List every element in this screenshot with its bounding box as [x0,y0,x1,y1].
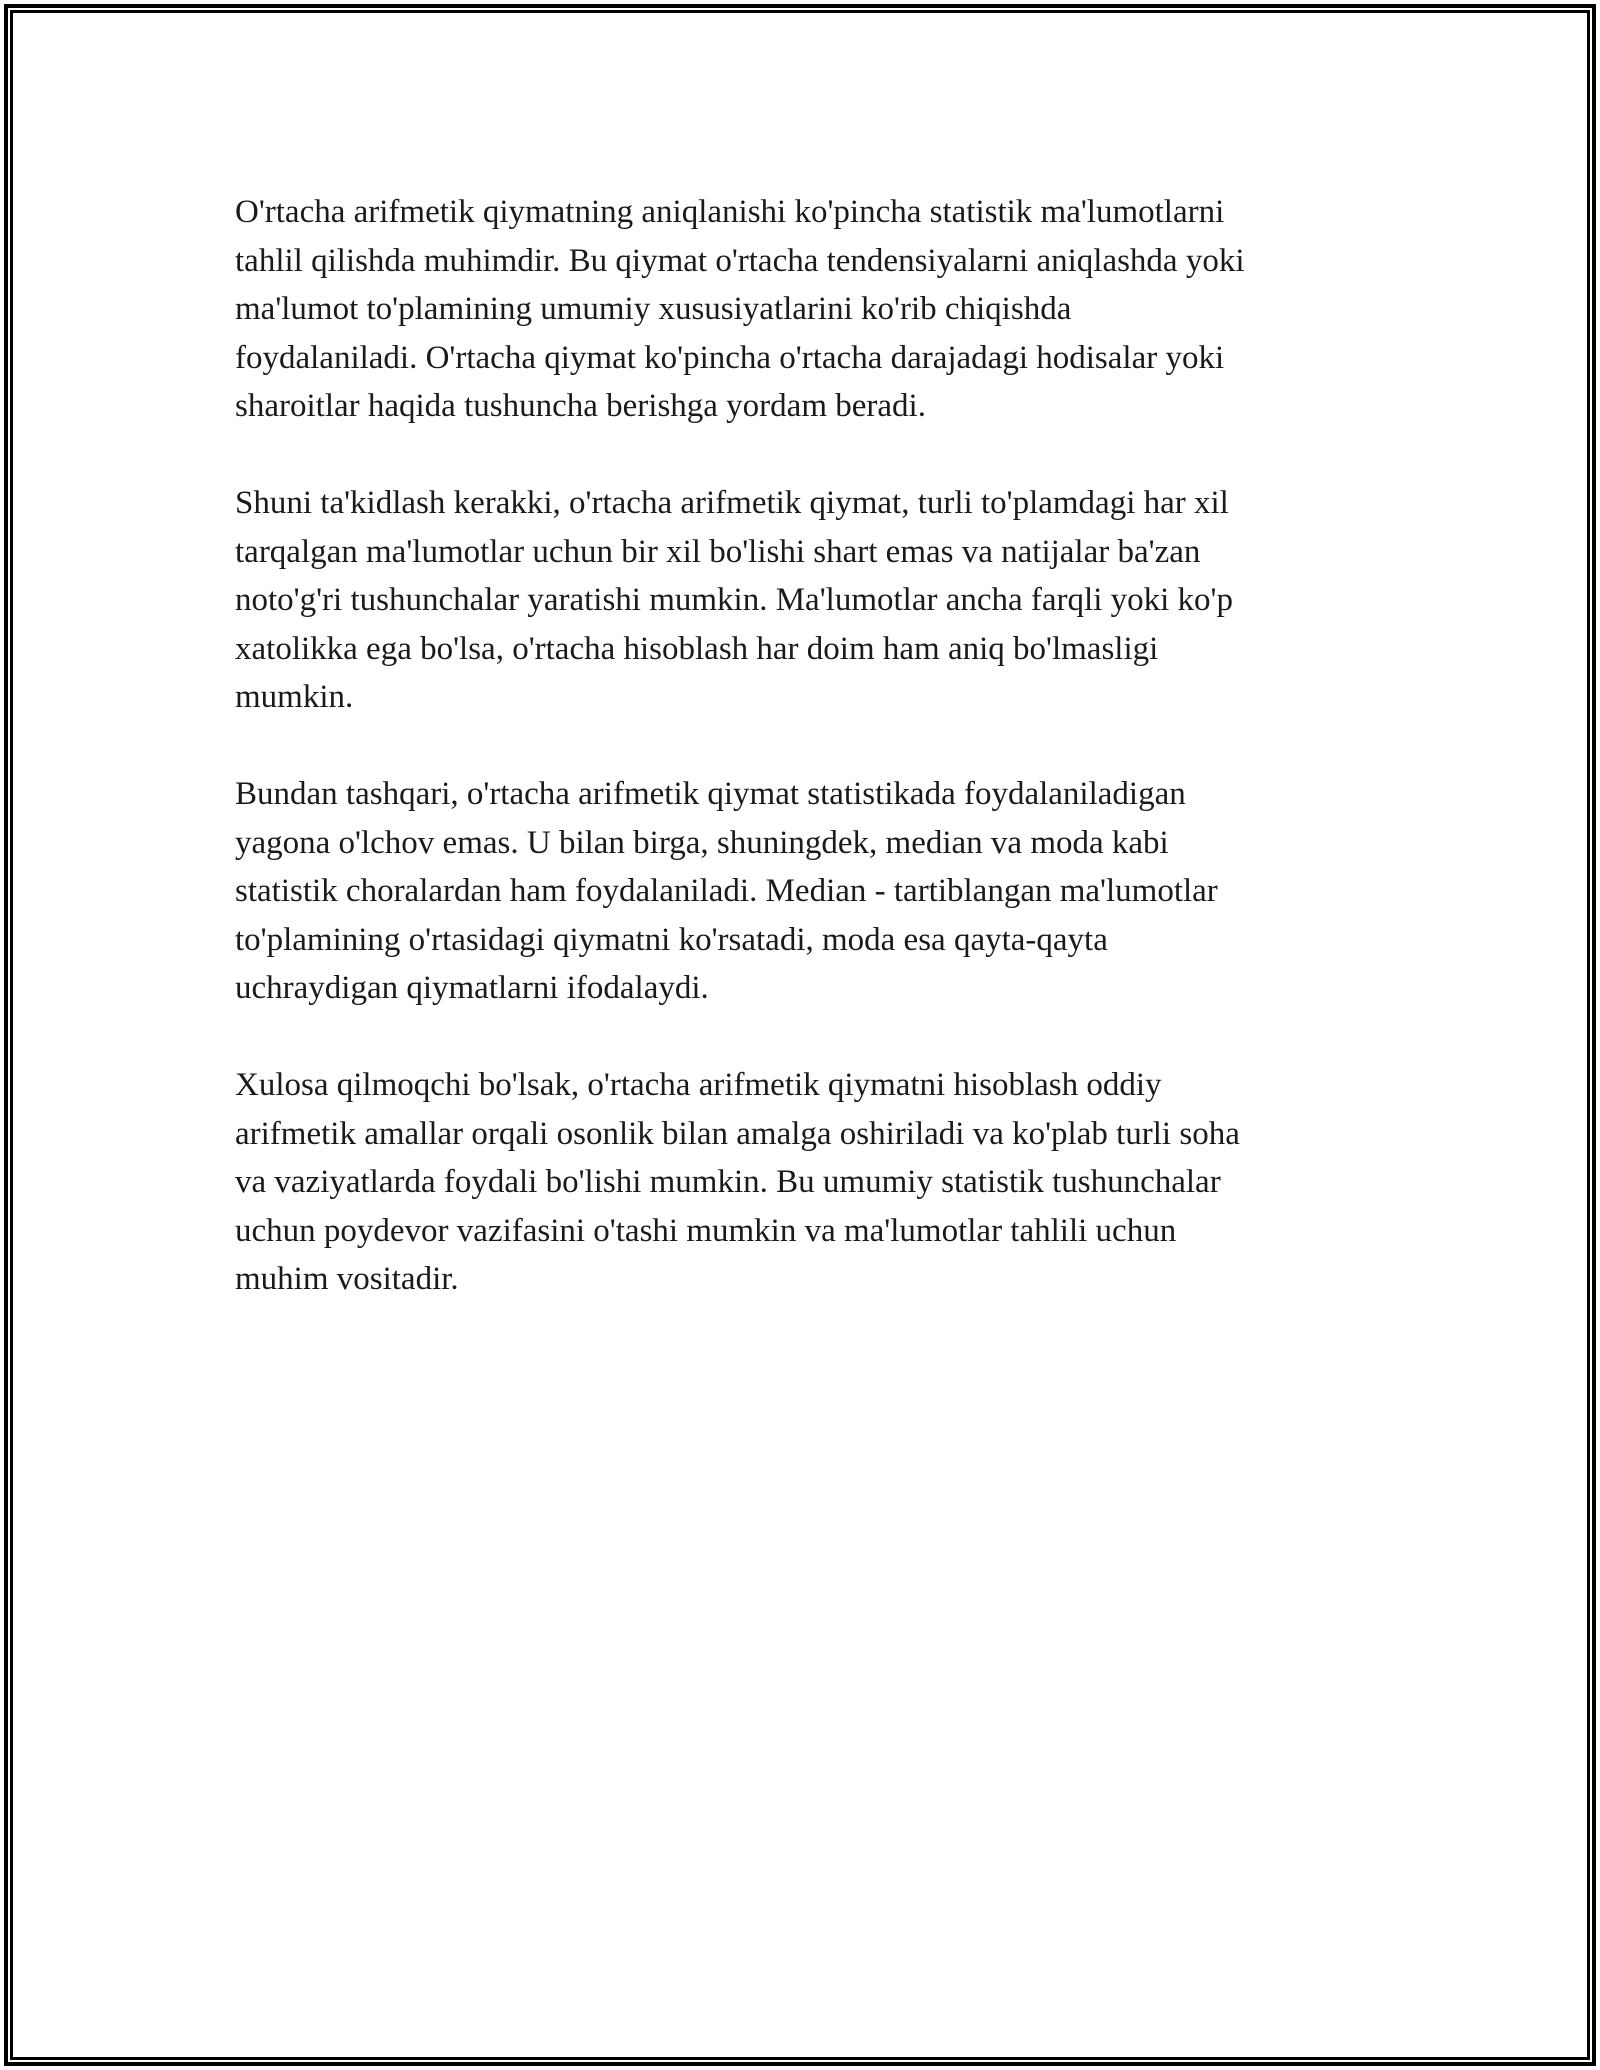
paragraph-4: Xulosa qilmoqchi bo'lsak, o'rtacha arifmetik qiymatni hisoblash oddiy arifmetik amallar orqali osonlik bilan amalga oshiriladi va ko'plab turli soha va vaziyatlarda foydali bo'lishi mumkin. Bu umumiy statistik tushunchalar uchun poydevor vazifasini o'tashi mumkin va ma'lumotlar tahlili uchun muhim vositadir. [235,1067,1240,1297]
paragraph-2: Shuni ta'kidlash kerakki, o'rtacha arifmetik qiymat, turli to'plamdagi har xil tarqalgan ma'lumotlar uchun bir xil bo'lishi shart emas va natijalar ba'zan noto'g'ri tushunchalar yaratishi mumkin. Ma'lumotlar ancha farqli yoki ko'p xatolikka ega bo'lsa, o'rtacha hisoblash har doim ham aniq bo'lmasligi mumkin. [235,485,1233,715]
document-body [235,188,1365,1352]
paragraph-3: Bundan tashqari, o'rtacha arifmetik qiymat statistikada foydalaniladigan yagona o'lchov emas. U bilan birga, shuningdek, median va moda kabi statistik choralardan ham foydalaniladi. Median - tartiblangan ma'lumotlar to'plamining o'rtasidagi qiymatni ko'rsatadi, moda esa qayta-qayta uchraydigan qiymatlarni ifodalaydi. [235,776,1218,1006]
paragraph-1: O'rtacha arifmetik qiymatning aniqlanishi ko'pincha statistik ma'lumotlarni tahlil qilishda muhimdir. Bu qiymat o'rtacha tendensiyalarni aniqlashda yoki ma'lumot to'plamining umumiy xususiyatlarini ko'rib chiqishda foydalaniladi. O'rtacha qiymat ko'pincha o'rtacha darajadagi hodisalar yoki sharoitlar haqida tushuncha berishga yordam beradi. [235,194,1245,424]
